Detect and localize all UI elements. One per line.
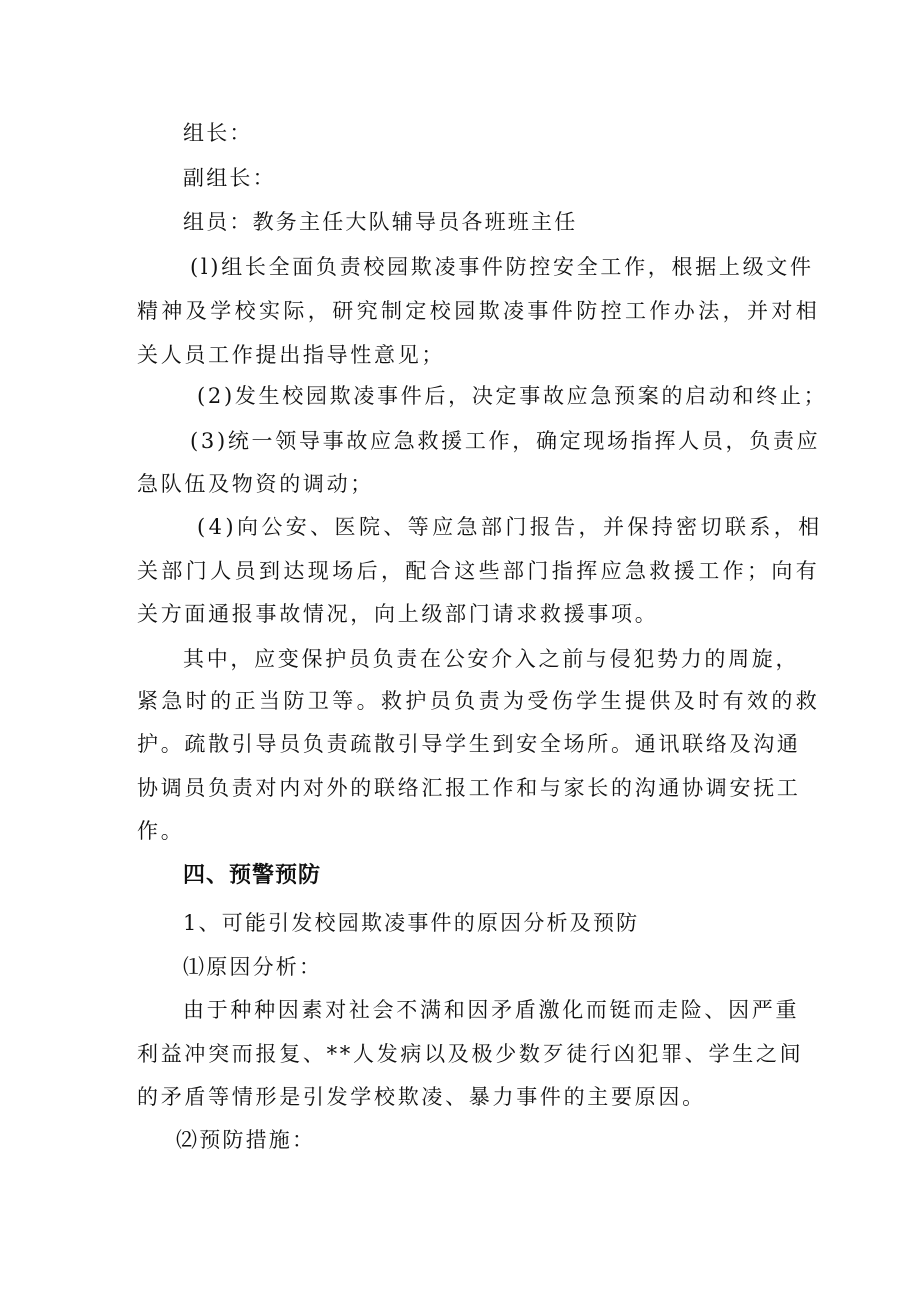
leader-label: 组长：	[183, 121, 253, 145]
duty-3-line-2: 急队伍及物资的调动；	[137, 472, 374, 496]
duty-2-line-1: (2)发生校园欺凌事件后，决定事故应急预案的启动和终止；	[197, 384, 828, 408]
subsection-title: 1、可能引发校园欺凌事件的原因分析及预防	[183, 911, 640, 935]
duty-4-line-3: 关方面通报事故情况，向上级部门请求救援事项。	[137, 602, 659, 626]
cause-analysis-label: ⑴原因分析：	[183, 955, 323, 979]
duty-4-line-2: 关部门人员到达现场后，配合这些部门指挥应急救援工作；向有	[137, 559, 821, 583]
duty-3-line-1: (3)统一领导事故应急救援工作，确定现场指挥人员，负责应	[190, 429, 821, 453]
prevention-label: ⑵预防措施：	[176, 1128, 316, 1152]
roles-line-1: 其中，应变保护员负责在公安介入之前与侵犯势力的周旋，	[183, 647, 800, 671]
cause-line-2: 利益冲突而报复、**人发病以及极少数歹徒行凶犯罪、学生之间	[137, 1042, 804, 1066]
members-line: 组员：教务主任大队辅导员各班班主任	[183, 210, 578, 234]
roles-line-2: 紧急时的正当防卫等。救护员负责为受伤学生提供及时有效的救	[137, 689, 821, 713]
deputy-leader-label: 副组长：	[183, 166, 276, 190]
roles-line-4: 协调员负责对内对外的联络汇报工作和与家长的沟通协调安抚工	[137, 776, 801, 800]
duty-1-line-3: 关人员工作提出指导性意见；	[137, 343, 446, 367]
duty-1-line-1: (l)组长全面负责校园欺凌事件防控安全工作，根据上级文件	[190, 255, 814, 279]
duty-1-line-2: 精神及学校实际，研究制定校园欺凌事件防控工作办法，并对相	[137, 299, 821, 323]
section-heading: 四、预警预防	[183, 863, 322, 888]
cause-line-3: 的矛盾等情形是引发学校欺凌、暴力事件的主要原因。	[137, 1085, 706, 1109]
duty-4-line-1: (4)向公安、医院、等应急部门报告，并保持密切联系，相	[197, 515, 823, 539]
roles-line-5: 作。	[137, 819, 185, 843]
roles-line-3: 护。疏散引导员负责疏散引导学生到安全场所。通讯联络及沟通	[137, 732, 801, 756]
cause-line-1: 由于种种因素对社会不满和因矛盾激化而铤而走险、因严重	[183, 998, 800, 1022]
